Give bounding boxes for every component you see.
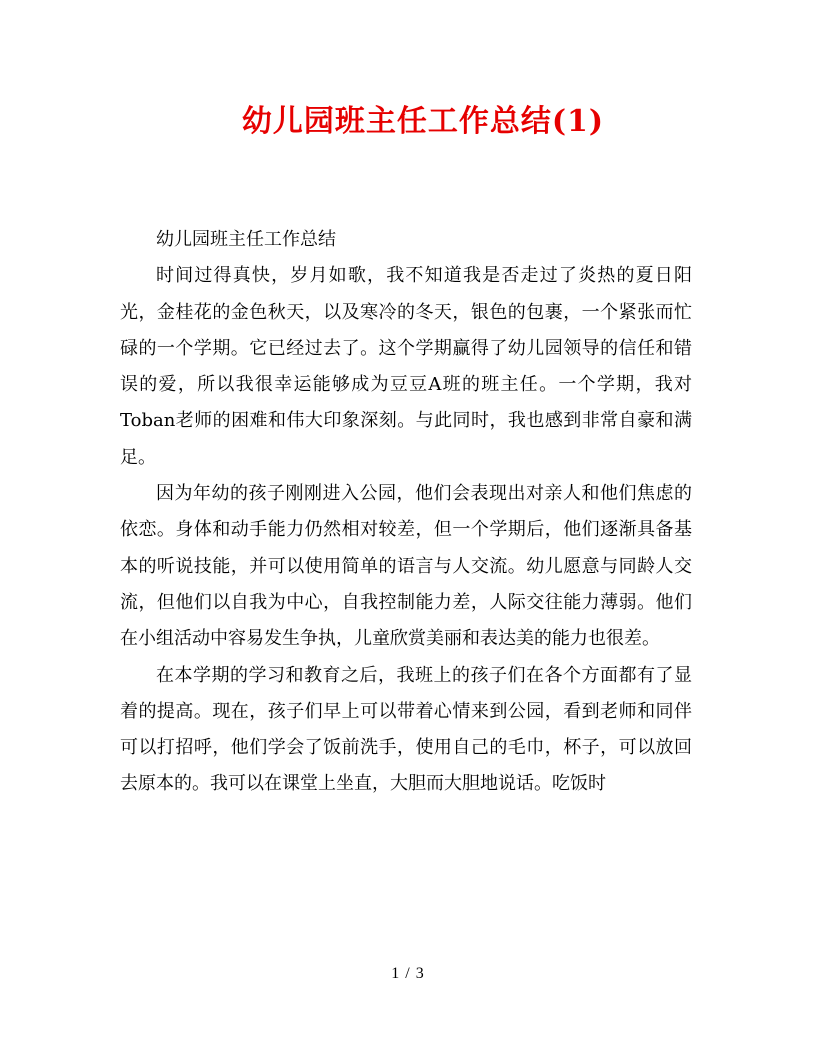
document-title: 幼儿园班主任工作总结(1) xyxy=(241,104,605,139)
paragraph-1: 时间过得真快，岁月如歌，我不知道我是否走过了炎热的夏日阳光，金桂花的金色秋天，以及寒冷的冬天，银色的包裹，一个紧张而忙碌的一个学期。它已经过去了。这个学期赢得了幼儿园领导的信任和错误的爱，所以我很幸运能够成为豆豆A班的班主任。一个学期，我对Toban老师的困难和伟大印象深刻。与此同时，我也感到非常自豪和满足。 xyxy=(120,265,692,468)
paragraph-2: 因为年幼的孩子刚刚进入公园，他们会表现出对亲人和他们焦虑的依恋。身体和动手能力仍然相对较差，但一个学期后，他们逐渐具备基本的听说技能，并可以使用简单的语言与人交流。幼儿愿意与同龄人交流，但他们以自我为中心，自我控制能力差，人际交往能力薄弱。他们在小组活动中容易发生争执，儿童欣赏美丽和表达美的能力也很差。 xyxy=(120,483,692,650)
section-heading: 幼儿园班主任工作总结 xyxy=(156,229,336,250)
document-body xyxy=(120,222,692,803)
paragraph-3: 在本学期的学习和教育之后，我班上的孩子们在各个方面都有了显着的提高。现在，孩子们早上可以带着心情来到公园，看到老师和同伴可以打招呼，他们学会了饭前洗手，使用自己的毛巾，杯子，可以放回去原本的。我可以在课堂上坐直，大胆而大胆地说话。吃饭时 xyxy=(120,664,692,795)
page-number: 1 / 3 xyxy=(391,965,425,982)
